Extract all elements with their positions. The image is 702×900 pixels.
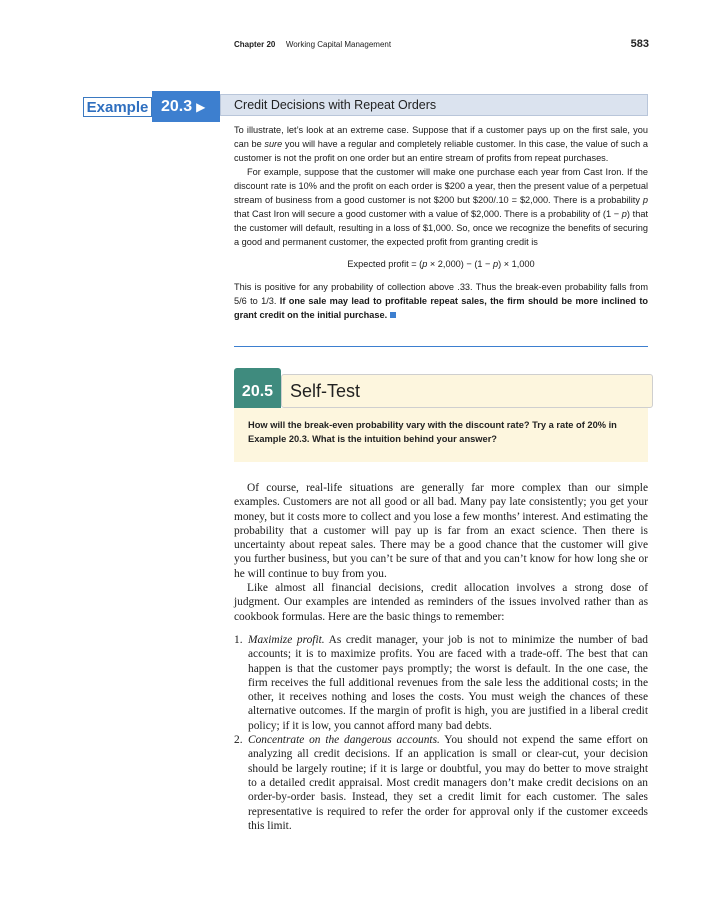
list-item: 2. Concentrate on the dangerous accounts. You should not expend the same effort on analyzing all credit decisions. If an application is small or clear-cut, your decision should be largely routine; if it is large or doubtful, you may do better to move straight to a detailed credit appraisal. Most credit managers don’t make credit decisions on an order-by-order basis. Instead, they set a credit limit for each customer. The sales representative is required to refer the order for approval only if the customer exceeds this limit.	[234, 734, 648, 832]
example-title: Credit Decisions with Repeat Orders	[220, 94, 648, 116]
end-square-icon	[390, 312, 396, 318]
running-header	[234, 40, 649, 54]
guidelines-list	[234, 633, 648, 833]
chapter-title: Working Capital Management	[285, 40, 392, 49]
example-label: Example	[83, 97, 152, 117]
example-number-badge	[152, 91, 220, 122]
self-test-question: How will the break-even probability vary with the discount rate? Try a rate of 20% in Example 20.3. What is the intuition behind your answer?	[234, 408, 648, 462]
example-paragraph: For example, suppose that the customer will make one purchase each year from Cast Iron. If the discount rate is 10% and the profit on each order is $200 a year, then the present value of a perpetual stream of business from a good customer is not $200 but $200/.10 = $2,000. There is a probability p that Cast Iron will secure a good customer with a value of $2,000. There is a probability of (1 − p) that the customer will default, resulting in a loss of $1,000. So, once we recognize the benefits of securing a good and permanent customer, the expected profit from granting credit is	[234, 167, 648, 247]
body-paragraph: Like almost all financial decisions, credit allocation involves a strong dose of judgment. Our examples are intended as reminders of the issues involved rather than as cookbook formulas. Here are the basic things to remember:	[234, 582, 648, 623]
body-paragraph: Of course, real-life situations are generally far more complex than our simple examples. Customers are not all good or all bad. Many pay late consistently; you get your money, but it costs more to collect and you lose a few months’ interest. And estimating the probability that a customer will pay up is far from an exact science. Then there is uncertainty about repeat sales. There may be a good chance that the customer will give you further business, but you can’t be sure of that and you can’t know for how long she or he will continue to buy from you.	[234, 482, 648, 580]
play-arrow-icon: ▶	[196, 100, 206, 114]
expected-profit-equation: Expected profit = (p × 2,000) − (1 − p) × 1,000	[347, 259, 535, 269]
example-number: 20.3	[161, 98, 193, 115]
chapter-label: Chapter 20	[234, 40, 276, 49]
example-end-rule	[234, 346, 648, 347]
list-item-lead: Maximize profit.	[248, 633, 325, 646]
example-paragraph: To illustrate, let’s look at an extreme case. Suppose that if a customer pays up on the first sale, you can be sure you will have a regular and completely reliable customer. In this case, the value of such a customer is not the profit on one order but an entire stream of profits from repeat purchases.	[234, 125, 649, 163]
example-paragraph: This is positive for any probability of collection above .33. Thus the break-even probability falls from 5/6 to 1/3. If one sale may lead to profitable repeat sales, the firm should be more inclined to grant credit on the initial purchase.	[234, 282, 649, 320]
list-item-lead: Concentrate on the dangerous accounts.	[248, 734, 440, 747]
list-item: 1. Maximize profit. As credit manager, your job is not to minimize the number of bad accounts; it is to maximize profits. You are faced with a trade-off. The best that can happen is that the customer pays promptly; the worst is default. In the one case, the firm receives the full additional revenues from the sale less the additional costs; in the other, it receives nothing and loses the costs. You must weigh the chances of these alternative outcomes. If the margin of profit is high, you are justified in a liberal credit policy; if it is low, you cannot afford many bad debts.	[234, 633, 648, 732]
example-body	[234, 123, 648, 322]
main-text	[234, 481, 648, 833]
self-test-number: 20.5	[234, 368, 281, 415]
self-test-title: Self-Test	[281, 374, 653, 408]
page-number: 583	[630, 38, 649, 50]
